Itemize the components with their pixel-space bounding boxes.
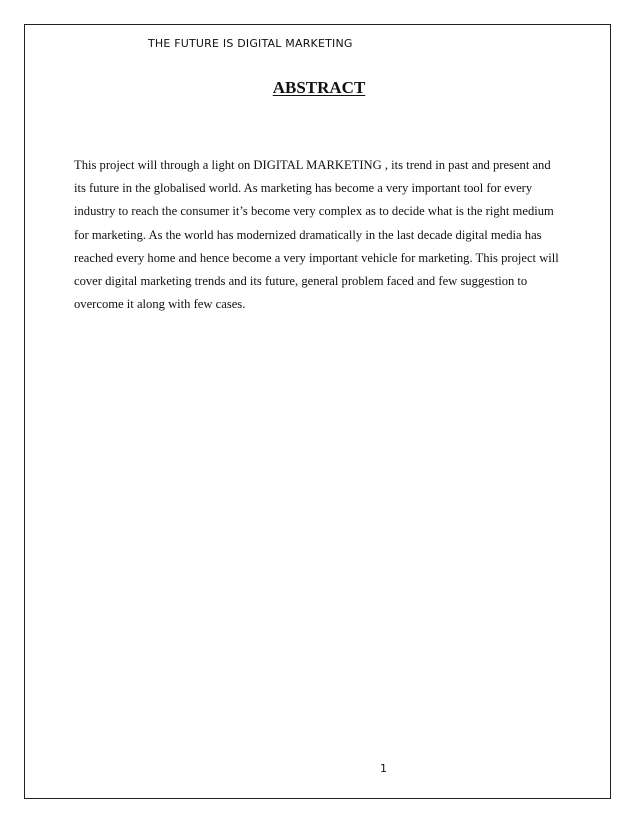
page-border	[24, 24, 611, 799]
section-title: ABSTRACT	[272, 78, 366, 97]
abstract-paragraph: This project will through a light on DIGITAL MARKETING , its trend in past and present and its future in the globalised world. As marketing has become a very important tool for every industry to reach the consumer it’s become very complex as to decide what is the right medium for marketing. As the world has modernized dramatically in the last decade digital media has reached every home and hence become a very important vehicle for marketing. This project will cover digital marketing trends and its future, general problem faced and few suggestion to overcome it along with few cases.	[74, 158, 559, 312]
running-header: THE FUTURE IS DIGITAL MARKETING	[148, 37, 353, 50]
page-number: 1	[380, 762, 387, 775]
